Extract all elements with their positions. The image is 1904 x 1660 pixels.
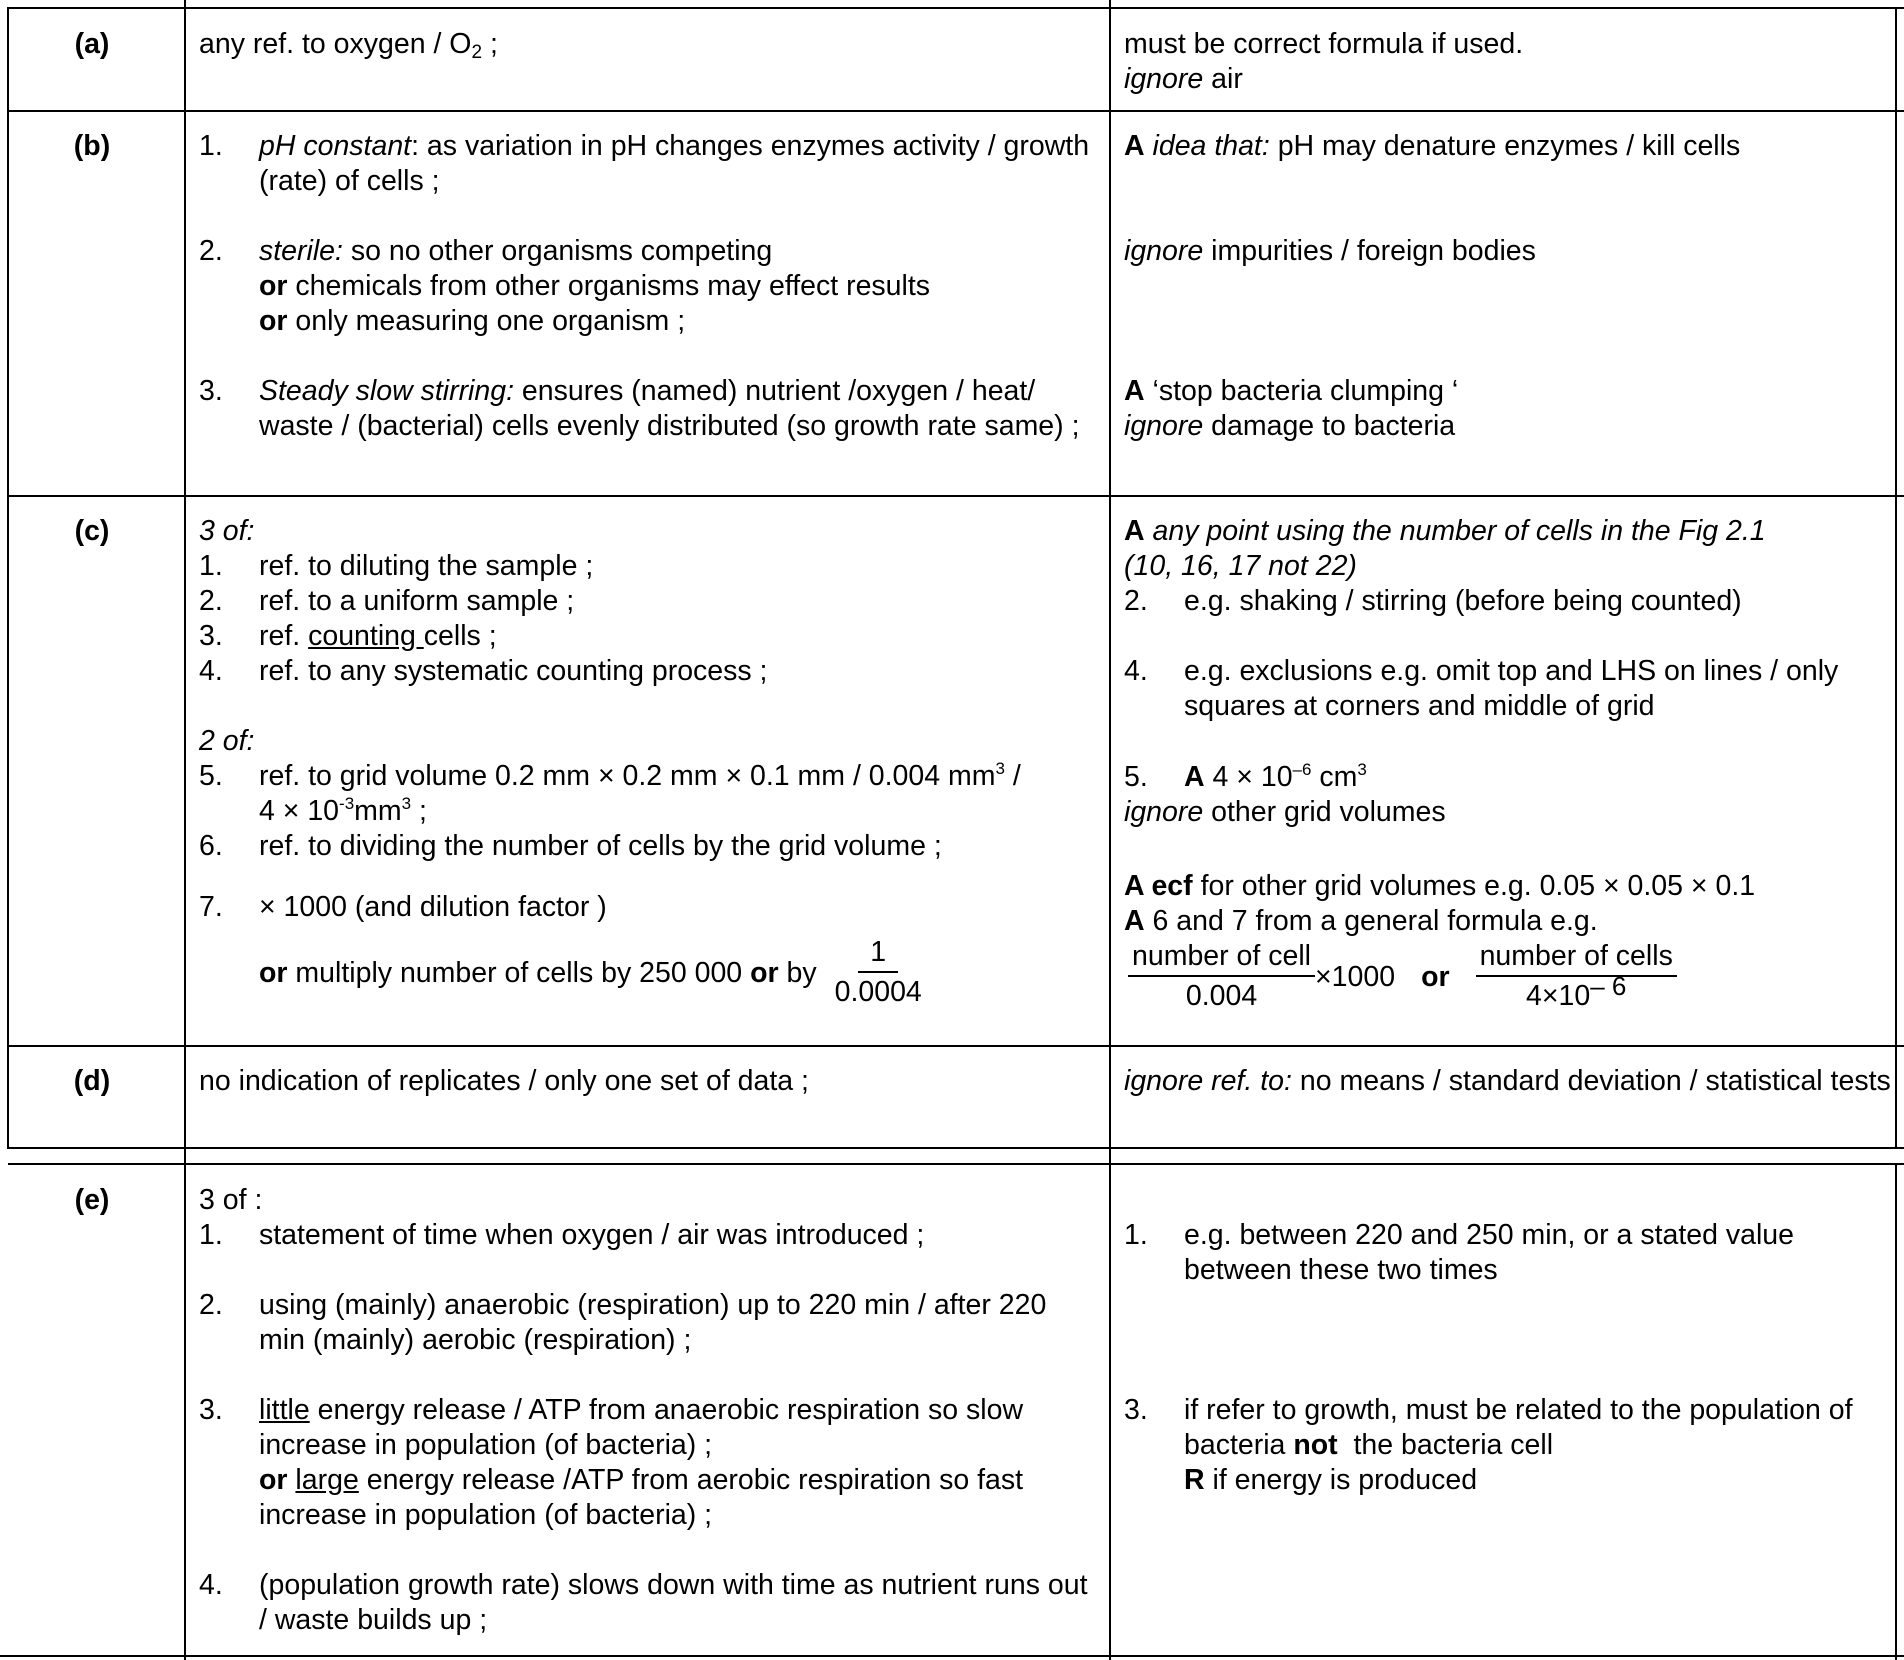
- row-label-e: (e): [74, 1184, 110, 1216]
- list-item: 4. (population growth rate) slows down with time as nutrient runs out / waste builds up ;: [199, 1569, 1088, 1636]
- guidance-c-6: A ecf for other grid volumes e.g. 0.05 × 0.05 × 0.1 A 6 and 7 from a general formula e.g. $\frac{\text{number of cell}}{0.004}$ ×1000 or $\frac{\text{number of cells}}{4\times 10^{- 6}}$: [1124, 869, 1896, 1017]
- guidance-c-4: [1124, 654, 1896, 724]
- list-item: 1. pH constant: as variation in pH changes enzymes activity / growth (rate) of cells ;: [199, 130, 1090, 197]
- col-divider-2: [1109, 0, 1111, 1660]
- list-item: 2. sterile: so no other organisms competing or chemicals from other organisms may effect results or only measuring one organism ;: [199, 235, 931, 337]
- rule-c-d: [8, 1045, 1904, 1047]
- list-item: 2. ref. to a uniform sample ;: [199, 585, 575, 617]
- guidance-b-2: ignore impurities / foreign bodies: [1124, 235, 1536, 267]
- row-label-d: (d): [73, 1065, 111, 1097]
- row-label-a: (a): [74, 28, 110, 60]
- guidance-d: ignore ref. to: no means / standard deviation / statistical tests: [1124, 1065, 1891, 1097]
- list-item: 5. ref. to grid volume 0.2 mm × 0.2 mm × 0.1 mm / 0.004 $mm^3$ / $4 \times 10^{-3}mm^3$ ;: [199, 759, 1021, 827]
- answer-e: 3 of : 1. statement of time when oxygen / air was introduced ; 2. using (mainly) anaerobic (respiration) up to 220 min / after 220 min (mainly) aerobic (respiration) ; 3. little energy release / ATP from anaerobic respiration so slow increase in population (of bacteria) ; or large energy release /ATP from aerobic respiration so fast increase in population (of bacteria) ; 4. (population growth rate) slows down with time as nutrient runs out / waste builds up ;: [199, 1183, 1099, 1638]
- guidance-e-3: [1124, 1393, 1896, 1498]
- list-item: 3. if refer to growth, must be related to the population of bacteria not the bacteria cell R if energy is produced: [1124, 1394, 1853, 1496]
- rule-b-c: [8, 495, 1904, 497]
- list-item: 1. e.g. between 220 and 250 min, or a stated value between these two times: [1124, 1219, 1795, 1286]
- row-label-c: (c): [74, 515, 110, 547]
- col-left-border: [7, 7, 9, 1149]
- guidance-b-3: A ‘stop bacteria clumping ‘ ignore damage to bacteria: [1124, 375, 1459, 442]
- list-item: 4. ref. to any systematic counting process ;: [199, 655, 768, 687]
- guidance-e-1: [1124, 1218, 1896, 1288]
- answer-b: [199, 129, 1099, 444]
- guidance-a: must be correct formula if used. ignore air: [1124, 28, 1524, 95]
- row-label-b: (b): [73, 130, 111, 162]
- guidance-c-1: A any point using the number of cells in the Fig 2.1 (10, 16, 17 not 22) 2. e.g. shaking / stirring (before being counted): [1124, 514, 1896, 619]
- answer-c: 3 of: 1. ref. to diluting the sample ; 2. ref. to a uniform sample ; 3. ref. counting cells ; 4. ref. to any systematic counting process ; 2 of: 5. ref. to grid volume 0.2 mm × 0.2 mm × 0.1 mm / 0.004 $mm^3$ / $4 \times 10^{-3}mm^3$ ; 6. ref. to dividing the number of cells by the grid volume ; 7. × 1000 (and dilution factor ) or multiply number of cells by 250 000 or by $\frac{1}{0.0004}$: [199, 514, 1099, 1013]
- list-item: 4. e.g. exclusions e.g. omit top and LHS on lines / only squares at corners and middle of grid: [1124, 655, 1839, 722]
- list-item: 6. ref. to dividing the number of cells by the grid volume ;: [199, 830, 942, 862]
- guidance-c-5: 5. A $4 \times 10^{-6}$ $cm^3$ ignore other grid volumes: [1124, 760, 1896, 830]
- rule-d-bottom: [8, 1147, 1904, 1149]
- list-item: 7. × 1000 (and dilution factor ): [199, 891, 607, 923]
- list-item: 1. statement of time when oxygen / air was introduced ;: [199, 1219, 925, 1251]
- rule-top: [8, 7, 1904, 9]
- list-item: 2. e.g. shaking / stirring (before being counted): [1124, 585, 1742, 617]
- list-item: 3. ref. counting cells ;: [199, 620, 497, 652]
- col-divider-1: [184, 0, 186, 1660]
- rule-e-top: [8, 1163, 1904, 1165]
- list-item: 2. using (mainly) anaerobic (respiration) up to 220 min / after 220 min (mainly) aerobic (respiration) ;: [199, 1289, 1047, 1356]
- list-item: 3. little energy release / ATP from anaerobic respiration so slow increase in population (of bacteria) ; or large energy release /ATP from aerobic respiration so fast increase in population (of bacteria) ;: [199, 1394, 1024, 1531]
- fraction: $\frac{1}{0.0004}$: [834, 936, 922, 1008]
- answer-d: no indication of replicates / only one set of data ;: [199, 1065, 809, 1097]
- fraction: $\frac{\text{number of cell}}{0.004}$: [1128, 939, 1315, 1015]
- answer-a: any ref. to oxygen / $O_2$ ;: [199, 28, 498, 63]
- guidance-b-1: A idea that: pH may denature enzymes / kill cells: [1124, 130, 1741, 162]
- rule-a-b: [8, 110, 1904, 112]
- fraction: $\frac{\text{number of cells}}{4\times 10^{- 6}}$: [1476, 939, 1677, 1015]
- list-item: 5. A $4 \times 10^{-6}$ $cm^3$: [1124, 760, 1367, 793]
- rule-bottom: [0, 1655, 1904, 1657]
- list-item: 1. ref. to diluting the sample ;: [199, 550, 594, 582]
- list-item: 3. Steady slow stirring: ensures (named) nutrient /oxygen / heat/ waste / (bacterial) cells evenly distributed (so growth rate same) ;: [199, 375, 1080, 442]
- list-item-continuation: or multiply number of cells by 250 000 or by $\frac{1}{0.0004}$: [199, 933, 1099, 1013]
